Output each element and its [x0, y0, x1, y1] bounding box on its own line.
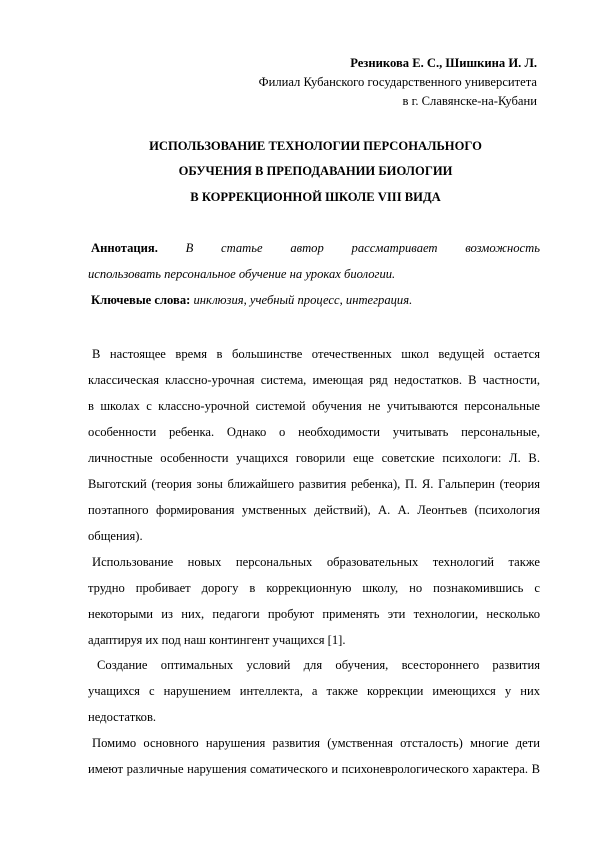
title-line-3: В КОРРЕКЦИОННОЙ ШКОЛЕ VIII ВИДА [190, 190, 441, 204]
abstract-label-wrap [88, 240, 158, 256]
abstract-word: возможность [465, 241, 540, 255]
title-line-2: ОБУЧЕНИЯ В ПРЕПОДАВАНИИ БИОЛОГИИ [178, 164, 453, 178]
body-line: Создание оптимальных условий для обучения, всестороннего развития [97, 658, 540, 672]
affiliation-line-1: Филиал Кубанского государственного университета [258, 75, 537, 89]
body-line: личностные особенности учащихся говорили еще советские психологи: Л. В. [88, 451, 540, 465]
keywords-text: инклюзия, учебный процесс, интеграция. [193, 293, 413, 307]
abstract-line-2: использовать персональное обучение на уроках биологии. [88, 267, 396, 281]
body-line: трудно пробивает дорогу в коррекционную школу, но познакомившись с [88, 581, 540, 595]
body-line: Помимо основного нарушения развития (умственная отсталость) многие дети [92, 736, 540, 750]
body-line: адаптируя их под наш контингент учащихся [1]. [88, 633, 346, 647]
body-line: некоторыми из них, педагоги пробуют применять эти технологии, несколько [88, 607, 540, 621]
body-line: в школах с классно-урочной системой обучения не учитываются персональные [88, 399, 540, 413]
body-line: учащихся с нарушением интеллекта, а также коррекции имеющихся у них [88, 684, 540, 698]
body-line: особенности ребенка. Однако о необходимости учитывать персональные, [88, 425, 540, 439]
keywords-line [91, 292, 412, 308]
abstract-label: Аннотация. [91, 241, 158, 255]
body-line: недостатков. [88, 710, 157, 724]
body-line: В настоящее время в большинстве отечественных школ ведущей остается [92, 347, 540, 361]
body-line: поэтапного формирования умственных действий), А. А. Леонтьев (психология [88, 503, 540, 517]
body-line: классическая классно-урочная система, имеющая ряд недостатков. В частности, [88, 373, 540, 387]
abstract-line-1 [88, 240, 540, 256]
body-line: имеют различные нарушения соматического и психоневрологического характера. В [88, 762, 540, 776]
affiliation-line-2: в г. Славянске-на-Кубани [402, 94, 537, 108]
keywords-label: Ключевые слова: [91, 293, 191, 307]
abstract-word: автор [290, 241, 324, 255]
body-line: Использование новых персональных образовательных технологий также [92, 555, 540, 569]
title-line-1: ИСПОЛЬЗОВАНИЕ ТЕХНОЛОГИИ ПЕРСОНАЛЬНОГО [149, 139, 482, 153]
body-line: общения). [88, 529, 143, 543]
abstract-word: статье [221, 241, 263, 255]
body-line: Выготский (теория зоны ближайшего развития ребенка), П. Я. Гальперин (теория [88, 477, 540, 491]
authors: Резникова Е. С., Шишкина И. Л. [350, 56, 537, 70]
abstract-word: рассматривает [351, 241, 438, 255]
abstract-word: В [185, 241, 194, 255]
